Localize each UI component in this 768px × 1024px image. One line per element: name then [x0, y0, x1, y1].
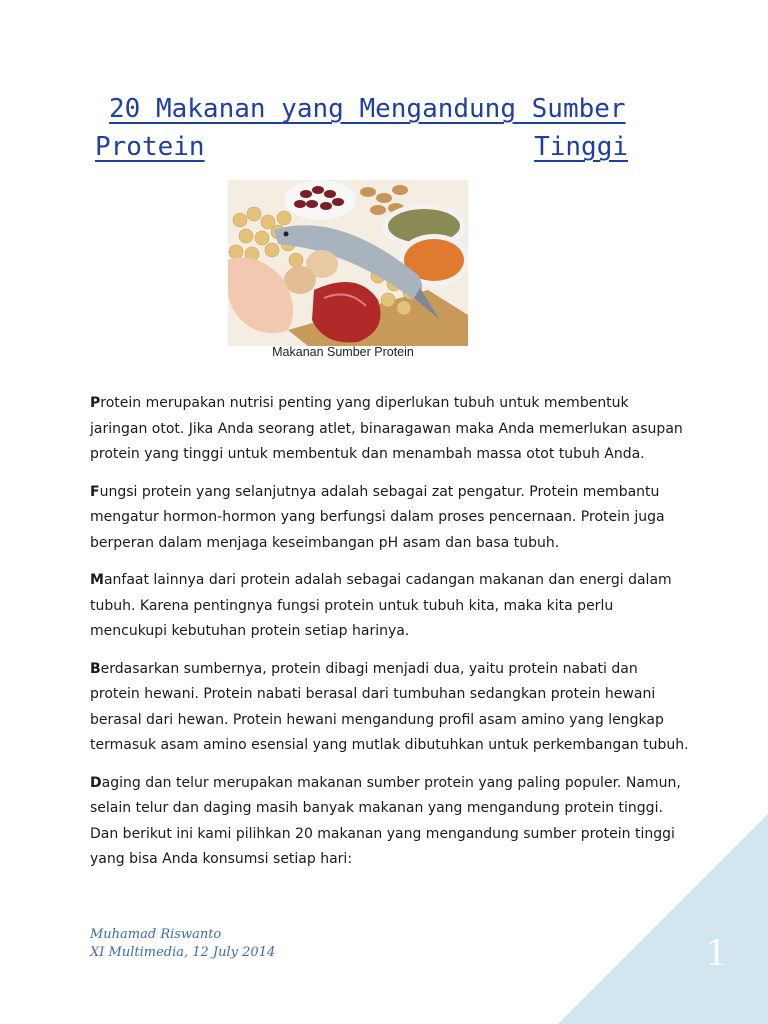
title-word-tinggi: Tinggi — [534, 132, 628, 162]
title-word-protein: Protein — [95, 132, 205, 162]
document-title — [95, 90, 675, 166]
drop-letter: F — [90, 483, 100, 500]
paragraph-text: rotein merupakan nutrisi penting yang diperlukan tubuh untuk membentuk jaringan otot. Jika Anda seorang atlet, binaragawan maka Anda memerlukan asupan protein yang tinggi untuk membentuk dan menambah massa otot tubuh Anda. — [90, 395, 683, 462]
drop-letter: B — [90, 660, 101, 677]
paragraph-text: erdasarkan sumbernya, protein dibagi menjadi dua, yaitu protein nabati dan protein hewani. Protein nabati berasal dari tumbuhan sedangkan protein hewani berasal dari hewan. Protein hewani mengandung profil asam amino yang lengkap termasuk asam amino esensial yang mutlak dibutuhkan untuk perkembangan tubuh. — [90, 660, 689, 753]
paragraph — [90, 480, 690, 557]
page-footer — [90, 926, 275, 962]
drop-letter: D — [90, 774, 102, 791]
protein-food-image — [228, 180, 468, 346]
footer-class-date: XI Multimedia, 12 July 2014 — [90, 945, 276, 960]
drop-letter: M — [90, 572, 104, 588]
figure-caption: Makanan Sumber Protein — [272, 345, 414, 359]
paragraph — [90, 657, 690, 759]
paragraph — [90, 568, 690, 645]
drop-letter: P — [90, 395, 101, 411]
corner-decoration — [558, 814, 768, 1024]
paragraph-text: ungsi protein yang selanjutnya adalah sebagai zat pengatur. Protein membantu mengatur hormon-hormon yang berfungsi dalam proses pencernaan. Protein juga berperan dalam menjaga keseimbangan pH asam dan basa tubuh. — [90, 483, 665, 551]
title-line-1: 20 Makanan yang Mengandung Sumber — [109, 94, 626, 124]
paragraph — [90, 391, 690, 468]
paragraph-text: anfaat lainnya dari protein adalah sebagai cadangan makanan dan energi dalam tubuh. Karena pentingnya fungsi protein untuk tubuh kita, maka kita perlu mencukupi kebutuhan protein setiap harinya. — [90, 572, 672, 639]
footer-author: Muhamad Riswanto — [90, 927, 222, 942]
page-number: 1 — [706, 929, 726, 974]
protein-food-illustration — [228, 180, 468, 346]
article-body — [90, 391, 690, 885]
paragraph-text: aging dan telur merupakan makanan sumber protein yang paling populer. Namun, selain telur dan daging masih banyak makanan yang mengandung protein tinggi. Dan berikut ini kami pilihkan 20 makanan yang mengandung sumber protein tinggi yang bisa Anda konsumsi setiap hari: — [90, 774, 681, 867]
